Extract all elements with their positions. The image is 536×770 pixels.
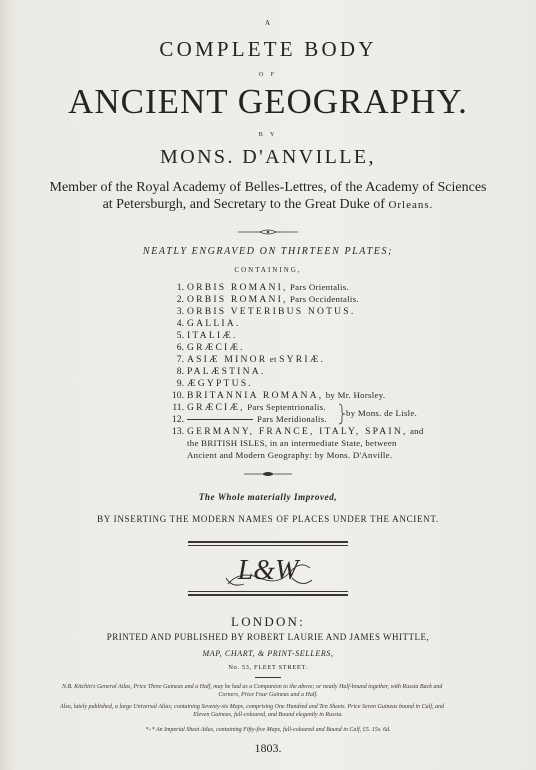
plate-number: 4. — [176, 318, 184, 329]
containing-label: CONTAINING, — [234, 266, 302, 274]
advert-note: *₊* An Imperial Sheet Atlas, containing Fifty-five Maps, full-coloured and Bound in Calf, £5. 15s. 6d. — [145, 727, 391, 733]
publication-year: 1803. — [254, 741, 282, 755]
plate-name: ORBIS ROMANI, — [187, 282, 288, 293]
plate-name: ÆGYPTUS. — [187, 378, 253, 389]
plate-sub: by Mr. Horsley. — [325, 390, 386, 400]
plate-attribution-text: by Mons. de Lisle. — [346, 408, 418, 418]
author-credentials-line1: Member of the Royal Academy of Belles-Lettres, of the Academy of Sciences — [49, 180, 487, 195]
improved-line: The Whole materially Improved, — [198, 492, 338, 502]
plate-name: GRÆCIÆ. — [187, 342, 245, 353]
plate-item — [170, 318, 241, 329]
plate-number: 6. — [176, 342, 184, 353]
title-line-complete-body: COMPLETE BODY — [159, 37, 377, 61]
plate-number: 9. — [176, 378, 184, 389]
short-rule — [255, 677, 281, 678]
advert-note: N.B. Kitchin's General Atlas, Price Three Guineas and a Half, may be had as a Companion to the above; or neatly Half-bound together, with Russia Back and — [62, 684, 443, 690]
plate-item — [170, 378, 253, 389]
plate-item — [170, 342, 245, 353]
monogram-text: L&W — [237, 555, 299, 586]
title-by: B Y — [258, 132, 278, 138]
plate-number: 1. — [176, 282, 184, 293]
plate-sub: Ancient and Modern Geography: by Mons. D'Anville. — [187, 450, 393, 460]
imprint-address: No. 53, FLEET STREET. — [228, 664, 308, 671]
advert-note: Corners, Price Four Guineas and a Half. — [218, 692, 318, 698]
thick-rule — [188, 541, 348, 543]
plate-item — [170, 402, 326, 413]
advert-note: Also, lately published, a large Universal Atlas; containing Seventy-six Maps, comprising One Hundred and Ten Sheets. Price Seven Guineas bound in Calf, and — [60, 704, 444, 710]
plate-sub: Pars Orientalis. — [289, 282, 350, 292]
plate-name: ITALIÆ. — [187, 330, 238, 341]
thin-rule — [188, 545, 348, 546]
author-credentials-line2 — [0, 197, 536, 213]
imprint-publisher: PRINTED AND PUBLISHED BY ROBERT LAURIE AND JAMES WHITTLE, — [106, 632, 430, 642]
plate-number: 7. — [176, 354, 184, 365]
plate-name-2: SYRIÆ. — [279, 354, 326, 365]
plate-number: 10. — [172, 390, 184, 401]
plate-item — [170, 354, 325, 365]
plate-sub: Pars Septentrionalis. — [247, 402, 326, 412]
plate-sub: the BRITISH ISLES, — [187, 438, 268, 448]
plate-item — [170, 294, 359, 305]
monogram-flourish-icon — [220, 548, 316, 590]
plate-item-continued — [187, 450, 392, 461]
author-name: MONS. D'ANVILLE, — [160, 146, 376, 168]
plate-sub: Pars Meridionalis. — [257, 414, 327, 424]
plate-number: 13. — [172, 426, 184, 437]
plate-item-continued — [187, 438, 397, 449]
plate-item — [170, 366, 265, 377]
imprint-sellers: MAP, CHART, & PRINT-SELLERS, — [202, 649, 334, 658]
plate-name: GERMANY, FRANCE, ITALY, SPAIN, — [187, 426, 408, 437]
inserting-line: BY INSERTING THE MODERN NAMES OF PLACES UNDER THE ANCIENT. — [97, 514, 439, 524]
thick-rule — [188, 594, 348, 596]
plate-number: 5. — [176, 330, 184, 341]
plate-item — [170, 390, 385, 401]
plate-sub: Pars Occidentalis. — [289, 294, 359, 304]
plate-name: PALÆSTINA. — [187, 366, 266, 377]
plate-name: ORBIS VETERIBUS NOTUS. — [187, 306, 356, 317]
plate-number: 11. — [172, 402, 184, 413]
plate-number: 3. — [176, 306, 184, 317]
plate-name: BRITANNIA ROMANA, — [187, 390, 324, 401]
plate-name: ASIÆ MINOR — [187, 354, 268, 365]
plate-item — [170, 282, 349, 293]
plate-name: GRÆCIÆ, — [187, 402, 245, 413]
engraved-heading: NEATLY ENGRAVED ON THIRTEEN PLATES; — [142, 246, 394, 257]
advert-note: Eleven Guineas, full-coloured, and Bound elegantly in Russia. — [193, 712, 343, 718]
ditto-rule — [187, 419, 253, 420]
plate-number: 2. — [176, 294, 184, 305]
brace-icon — [338, 403, 346, 425]
ornament-divider — [244, 470, 292, 478]
plate-sub: and — [409, 426, 424, 436]
plate-name: GALLIA. — [187, 318, 241, 329]
plate-sub: et — [269, 354, 277, 364]
article-a: A — [264, 19, 272, 27]
orleans-text: Orleans. — [388, 199, 434, 211]
credentials-text: at Petersburgh, and Secretary to the Great Duke of — [102, 197, 389, 212]
plate-number: 12. — [172, 414, 184, 425]
title-of: O F — [258, 72, 278, 78]
imprint-city: LONDON: — [231, 614, 305, 629]
plate-attribution — [346, 408, 417, 419]
plate-item — [170, 330, 238, 341]
plate-item — [170, 414, 327, 425]
plate-item — [170, 426, 424, 437]
title-line-ancient-geography: ANCIENT GEOGRAPHY. — [68, 82, 468, 121]
ornament-divider — [238, 228, 298, 236]
plate-name: ORBIS ROMANI, — [187, 294, 288, 305]
thin-rule — [188, 591, 348, 592]
plate-item — [170, 306, 355, 317]
plate-number: 8. — [176, 366, 184, 377]
plate-sub: in an intermediate State, between — [269, 438, 397, 448]
